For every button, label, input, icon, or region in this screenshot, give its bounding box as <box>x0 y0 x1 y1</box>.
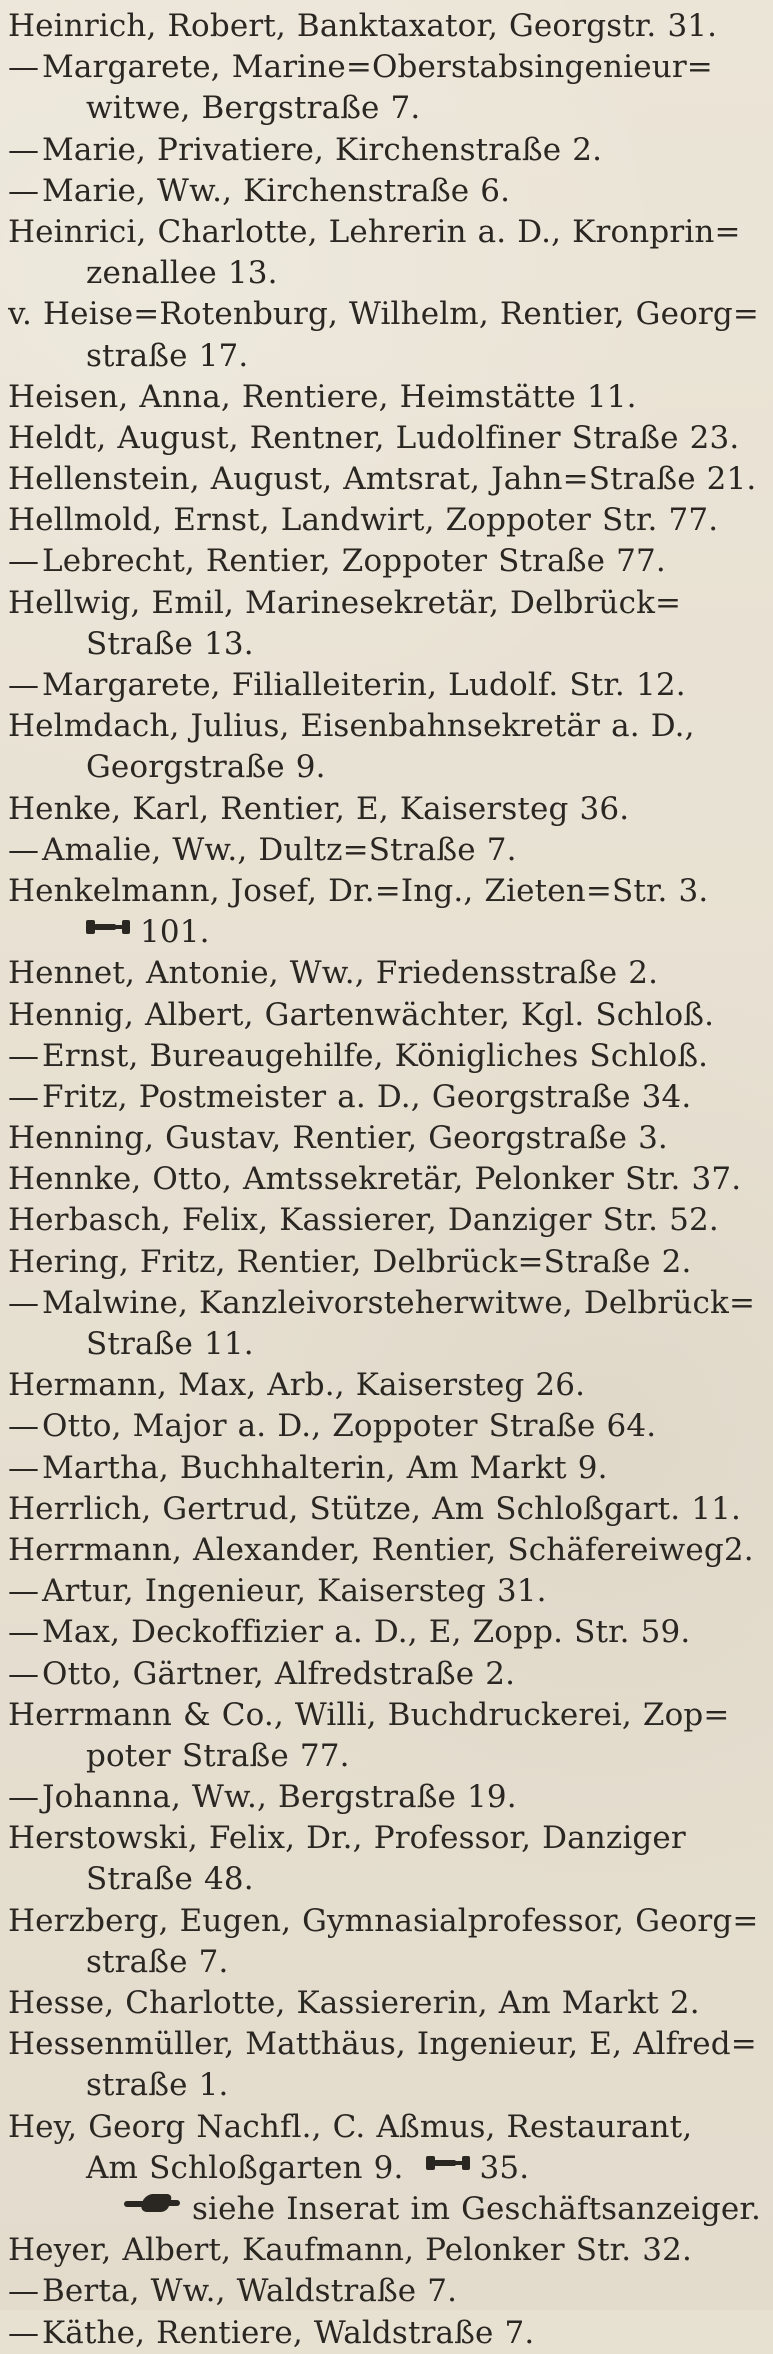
entry-line <box>8 171 763 212</box>
ditto-dash: — <box>8 831 40 868</box>
ditto-dash: — <box>8 667 40 703</box>
ditto-dash: — <box>8 1655 40 1692</box>
ditto-dash: — <box>8 1408 40 1445</box>
entry-line: Heisen, Anna, Rentiere, Heimstätte 11. <box>8 378 637 415</box>
entry-line: Hennke, Otto, Amtssekretär, Pelonker Str. 37. <box>8 1161 742 1198</box>
entry-continuation: witwe, Bergstraße 7. <box>86 90 421 127</box>
entry-continuation <box>8 2189 763 2230</box>
entry-continuation <box>8 912 763 953</box>
entry-line: Herzberg, Eugen, Gymnasialprofessor, Georg= <box>8 1902 759 1939</box>
entry-text: Otto, Gärtner, Alfredstraße 2. <box>42 1655 516 1692</box>
entry-line: Heinrich, Robert, Banktaxator, Georgstr. 31. <box>8 8 718 44</box>
directory-entry <box>8 377 763 418</box>
ditto-dash: — <box>8 1779 40 1816</box>
entry-continuation: straße 17. <box>86 337 249 374</box>
entry-text: Ernst, Bureaugehilfe, Königliches Schloß. <box>42 1037 709 1074</box>
directory-entry <box>8 1077 763 1118</box>
ditto-dash: — <box>8 49 40 86</box>
directory-entry <box>8 1777 763 1818</box>
entry-line <box>8 665 763 706</box>
entry-continuation: Georgstraße 9. <box>86 749 326 786</box>
directory-entry <box>8 212 763 294</box>
entry-line <box>8 830 763 871</box>
directory-entry <box>8 2024 763 2106</box>
entry-line: Hellenstein, August, Amtsrat, Jahn=Straße 21. <box>8 461 757 498</box>
directory-entry <box>8 47 763 129</box>
directory-entry <box>8 1118 763 1159</box>
entry-line <box>8 2271 763 2312</box>
entry-text: Johanna, Ww., Bergstraße 19. <box>42 1779 517 1816</box>
entry-line: Herstowski, Felix, Dr., Professor, Danziger <box>8 1820 686 1857</box>
directory-entry <box>8 1818 763 1900</box>
entry-continuation: Straße 13. <box>86 625 254 662</box>
entry-line: v. Heise=Rotenburg, Wilhelm, Rentier, Georg= <box>8 296 759 333</box>
entry-continuation: zenallee 13. <box>86 255 278 292</box>
entry-line: Hellmold, Ernst, Landwirt, Zoppoter Str. 77. <box>8 502 719 539</box>
entry-text: Otto, Major a. D., Zoppoter Straße 64. <box>42 1408 657 1445</box>
directory-entry <box>8 1159 763 1200</box>
directory-entry <box>8 2313 763 2354</box>
entry-text: Fritz, Postmeister a. D., Georgstraße 34. <box>42 1078 692 1115</box>
ditto-dash: — <box>8 172 40 209</box>
directory-entry <box>8 1036 763 1077</box>
directory-entry <box>8 1612 763 1653</box>
entry-line: Hellwig, Emil, Marinesekretär, Delbrück= <box>8 584 682 621</box>
entry-continuation: straße 7. <box>86 1943 229 1980</box>
entry-line: Hey, Georg Nachfl., C. Aßmus, Restaurant, <box>8 2108 693 2145</box>
ditto-dash: — <box>8 1078 40 1115</box>
directory-entry <box>8 2107 763 2231</box>
entry-text: Artur, Ingenieur, Kaisersteg 31. <box>42 1573 547 1610</box>
entry-line <box>8 1283 763 1324</box>
entry-line <box>8 130 763 171</box>
entry-line: Herrmann, Alexander, Rentier, Schäfereiweg2. <box>8 1531 754 1568</box>
entry-text: Marie, Privatiere, Kirchenstraße 2. <box>42 131 603 168</box>
ditto-dash: — <box>8 2314 40 2351</box>
directory-entry <box>8 1489 763 1530</box>
pointing-hand-icon <box>124 2194 180 2214</box>
entry-continuation: poter Straße 77. <box>86 1737 350 1774</box>
directory-entry <box>8 706 763 788</box>
entry-line <box>8 2313 763 2354</box>
entry-line: Henke, Karl, Rentier, E, Kaisersteg 36. <box>8 790 630 827</box>
directory-entry <box>8 583 763 665</box>
directory-entry <box>8 871 763 953</box>
entry-line: Henning, Gustav, Rentier, Georgstraße 3. <box>8 1120 668 1157</box>
ditto-dash: — <box>8 1284 40 1321</box>
entry-line: Hesse, Charlotte, Kassiererin, Am Markt 2. <box>8 1985 700 2021</box>
entry-line: Heldt, August, Rentner, Ludolfiner Straße 23. <box>8 419 740 456</box>
directory-entry <box>8 1200 763 1241</box>
directory-entry <box>8 6 763 47</box>
entry-text: Lebrecht, Rentier, Zoppoter Straße 77. <box>42 543 666 580</box>
entry-text: Käthe, Rentiere, Waldstraße 7. <box>42 2314 535 2351</box>
ditto-dash: — <box>8 1449 40 1486</box>
entry-line <box>8 1612 763 1653</box>
directory-entry <box>8 665 763 706</box>
entry-line: Hessenmüller, Matthäus, Ingenieur, E, Alfred= <box>8 2026 757 2063</box>
entry-text: siehe Inserat im Geschäftsanzeiger. <box>192 2190 761 2227</box>
entry-text: Am Schloßgarten 9. <box>86 2149 404 2186</box>
entry-continuation <box>8 2148 763 2189</box>
directory-entry <box>8 953 763 994</box>
directory-entry <box>8 789 763 830</box>
phone-number: 101. <box>140 914 210 951</box>
entry-line <box>8 1571 763 1612</box>
directory-entry <box>8 1571 763 1612</box>
entry-line: Hering, Fritz, Rentier, Delbrück=Straße 2. <box>8 1243 692 1280</box>
directory-entry <box>8 459 763 500</box>
directory-entry <box>8 1283 763 1365</box>
entry-continuation: straße 1. <box>86 2067 229 2104</box>
directory-entry <box>8 541 763 582</box>
ditto-dash: — <box>8 1573 40 1610</box>
entry-line: Hennet, Antonie, Ww., Friedensstraße 2. <box>8 955 659 992</box>
directory-entry <box>8 1365 763 1406</box>
entry-continuation: Straße 48. <box>86 1861 254 1898</box>
directory-entry <box>8 1242 763 1283</box>
entry-line <box>8 1036 763 1077</box>
ditto-dash: — <box>8 1614 40 1651</box>
directory-entry <box>8 1448 763 1489</box>
directory-entry <box>8 500 763 541</box>
ditto-dash: — <box>8 2273 40 2310</box>
entry-line: Heyer, Albert, Kaufmann, Pelonker Str. 32. <box>8 2232 693 2269</box>
directory-entry <box>8 1695 763 1777</box>
ditto-dash: — <box>8 543 40 580</box>
entry-line <box>8 1777 763 1818</box>
entry-line: Herrmann & Co., Willi, Buchdruckerei, Zop= <box>8 1696 730 1733</box>
telephone-icon <box>86 919 130 935</box>
entry-line: Herbasch, Felix, Kassierer, Danziger Str. 52. <box>8 1202 719 1239</box>
entry-line: Hermann, Max, Arb., Kaisersteg 26. <box>8 1367 586 1404</box>
entry-line <box>8 47 763 88</box>
telephone-icon <box>426 2155 470 2171</box>
directory-entry <box>8 130 763 171</box>
entry-line: Henkelmann, Josef, Dr.=Ing., Zieten=Str. 3. <box>8 872 709 909</box>
entry-text: Marie, Ww., Kirchenstraße 6. <box>42 172 511 209</box>
ditto-dash: — <box>8 1037 40 1074</box>
entry-line: Hennig, Albert, Gartenwächter, Kgl. Schloß. <box>8 996 715 1033</box>
entry-text: Margarete, Filialleiterin, Ludolf. Str. 12. <box>42 667 686 703</box>
entry-line <box>8 1654 763 1695</box>
entry-text: Berta, Ww., Waldstraße 7. <box>42 2273 458 2310</box>
directory-entry <box>8 2230 763 2271</box>
directory-entry <box>8 294 763 376</box>
directory-entry <box>8 1901 763 1983</box>
directory-entry <box>8 418 763 459</box>
directory-entry <box>8 1654 763 1695</box>
directory-entry <box>8 995 763 1036</box>
entry-line: Helmdach, Julius, Eisenbahnsekretär a. D., <box>8 708 695 745</box>
entry-line <box>8 541 763 582</box>
ditto-dash: — <box>8 131 40 168</box>
directory-entry <box>8 1406 763 1447</box>
entry-text: Martha, Buchhalterin, Am Markt 9. <box>42 1449 608 1486</box>
entry-text: Amalie, Ww., Dultz=Straße 7. <box>42 831 517 868</box>
entry-line <box>8 1406 763 1447</box>
entry-text: Margarete, Marine=Oberstabsingenieur= <box>42 49 713 86</box>
directory-list <box>8 6 763 2354</box>
entry-text: Malwine, Kanzleivorsteherwitwe, Delbrück= <box>42 1284 756 1321</box>
entry-continuation: Straße 11. <box>86 1326 254 1362</box>
entry-line: Herrlich, Gertrud, Stütze, Am Schloßgart. 11. <box>8 1490 741 1527</box>
entry-line <box>8 1077 763 1118</box>
entry-line: Heinrici, Charlotte, Lehrerin a. D., Kronprin= <box>8 213 741 250</box>
directory-entry <box>8 1983 763 2024</box>
entry-text: Max, Deckoffizier a. D., E, Zopp. Str. 59. <box>42 1614 691 1651</box>
directory-entry <box>8 171 763 212</box>
directory-entry <box>8 1530 763 1571</box>
phone-number: 35. <box>479 2149 530 2186</box>
directory-entry <box>8 2271 763 2312</box>
entry-line <box>8 1448 763 1489</box>
directory-entry <box>8 830 763 871</box>
